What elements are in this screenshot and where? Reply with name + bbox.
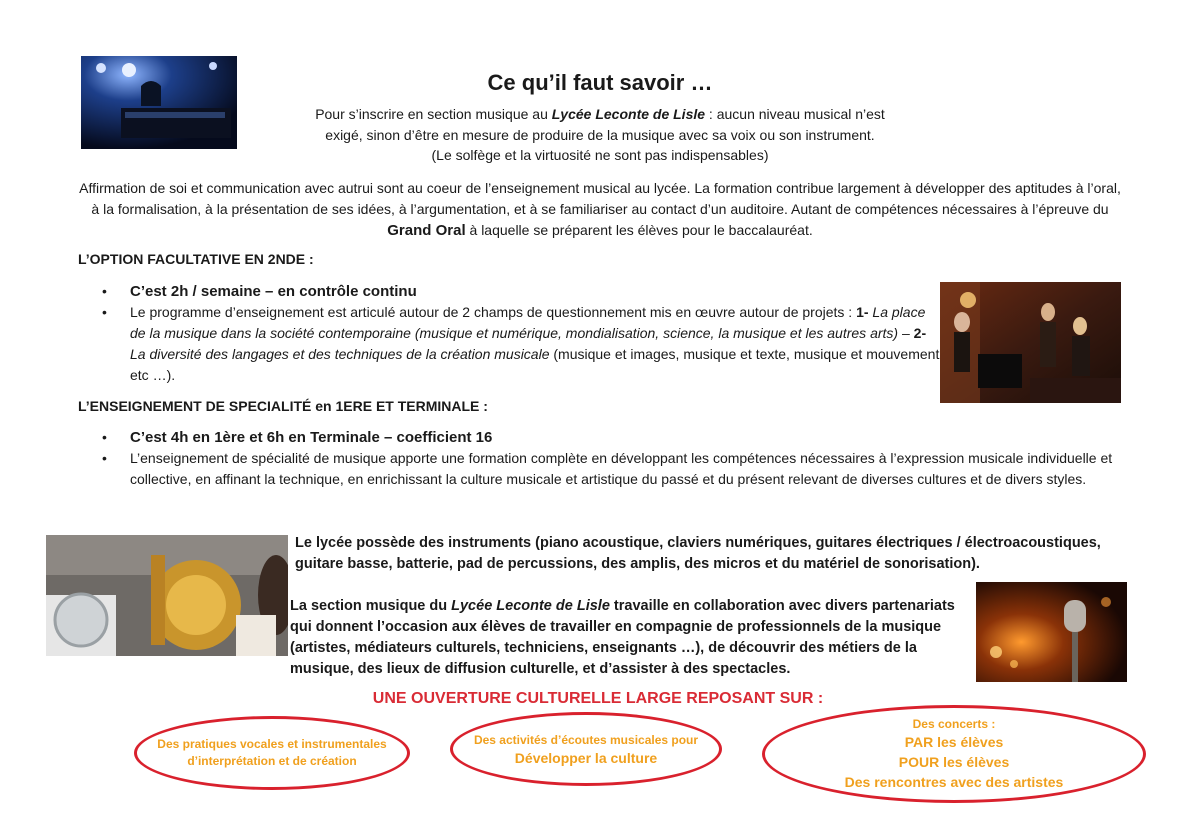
school-name: Lycée Leconte de Lisle	[451, 598, 610, 614]
list-item: • L’enseignement de spécialité de musique apporte une formation complète en développant les compétences nécessaires à l’expression musicale individuelle et collective, en affinant la technique, en enrichissant la culture musicale et artistique du passé et du présent relevant de diverses cultures et de divers styles.	[78, 448, 1128, 490]
ensemble-photo	[940, 282, 1121, 403]
oval-ecoutes: Des activités d’écoutes musicales pour Développer la culture	[450, 712, 722, 786]
intro-text: Pour s’inscrire en section musique au Lycée Leconte de Lisle : aucun niveau musical n’est exigé, sinon d’être en mesure de produire de la musique avec sa voix ou son instrument. (Le solfège et la virtuosité ne sont pas indispensables)	[315, 106, 885, 163]
partenariats-paragraph: La section musique du Lycée Leconte de Lisle travaille en collaboration avec divers partenariats qui donnent l’occasion aux élèves de travailler en compagnie de professionnels de la musique (artistes, médiateurs culturels, techniciens, enseignants …), de découvrir des métiers de la musique, des lieux de diffusion culturelle, et d’assister à des spectacles.	[290, 598, 955, 677]
oval-concerts: Des concerts : PAR les élèves POUR les élèves Des rencontres avec des artistes	[762, 705, 1146, 803]
option-heading: L’OPTION FACULTATIVE EN 2NDE :	[78, 251, 314, 267]
option-list	[78, 281, 942, 386]
list-item: • Le programme d’enseignement est articulé autour de 2 champs de questionnement mis en œuvre autour de projets : 1- La place de la musique dans la société contemporaine (musique et numérique, mondialisation, science, la musique et les autres arts) – 2- La diversité des langages et des techniques de la création musicale (musique et images, musique et texte, musique et mouvement etc …).	[78, 302, 942, 386]
affirmation-paragraph: Affirmation de soi et communication avec autrui sont au coeur de l’enseignement musical au lycée. La formation contribue largement à développer des aptitudes à l’oral, à la formalisation, à la présentation de ses idées, à l’argumentation, et à se familiariser au contact d’un auditoire. Autant de compétences nécessaires à l’épreuve du Grand Oral à laquelle se préparent les élèves pour le baccalauréat.	[79, 180, 1121, 239]
oval-pratiques: Des pratiques vocales et instrumentales d’interprétation et de création	[134, 716, 410, 790]
specialite-heading: L’ENSEIGNEMENT DE SPECIALITÉ en 1ERE ET TERMINALE :	[78, 398, 488, 414]
page-title: Ce qu’il faut savoir …	[487, 70, 713, 95]
list-item: • C’est 2h / semaine – en contrôle continu	[78, 281, 942, 302]
specialite-list	[78, 427, 1128, 490]
school-name: Lycée Leconte de Lisle	[551, 106, 706, 122]
instruments-paragraph: Le lycée possède des instruments (piano acoustique, claviers numériques, guitares électriques / électroacoustiques, guitare basse, batterie, pad de percussions, des amplis, des micros et du matériel de sonorisation).	[295, 535, 1101, 572]
brass-photo	[46, 535, 288, 656]
list-item: • C’est 4h en 1ère et 6h en Terminale – coefficient 16	[78, 427, 1128, 448]
dj-photo	[81, 56, 237, 149]
microphone-photo	[976, 582, 1127, 682]
ouverture-heading: UNE OUVERTURE CULTURELLE LARGE REPOSANT SUR :	[372, 690, 824, 707]
grand-oral-highlight: Grand Oral	[387, 222, 466, 239]
